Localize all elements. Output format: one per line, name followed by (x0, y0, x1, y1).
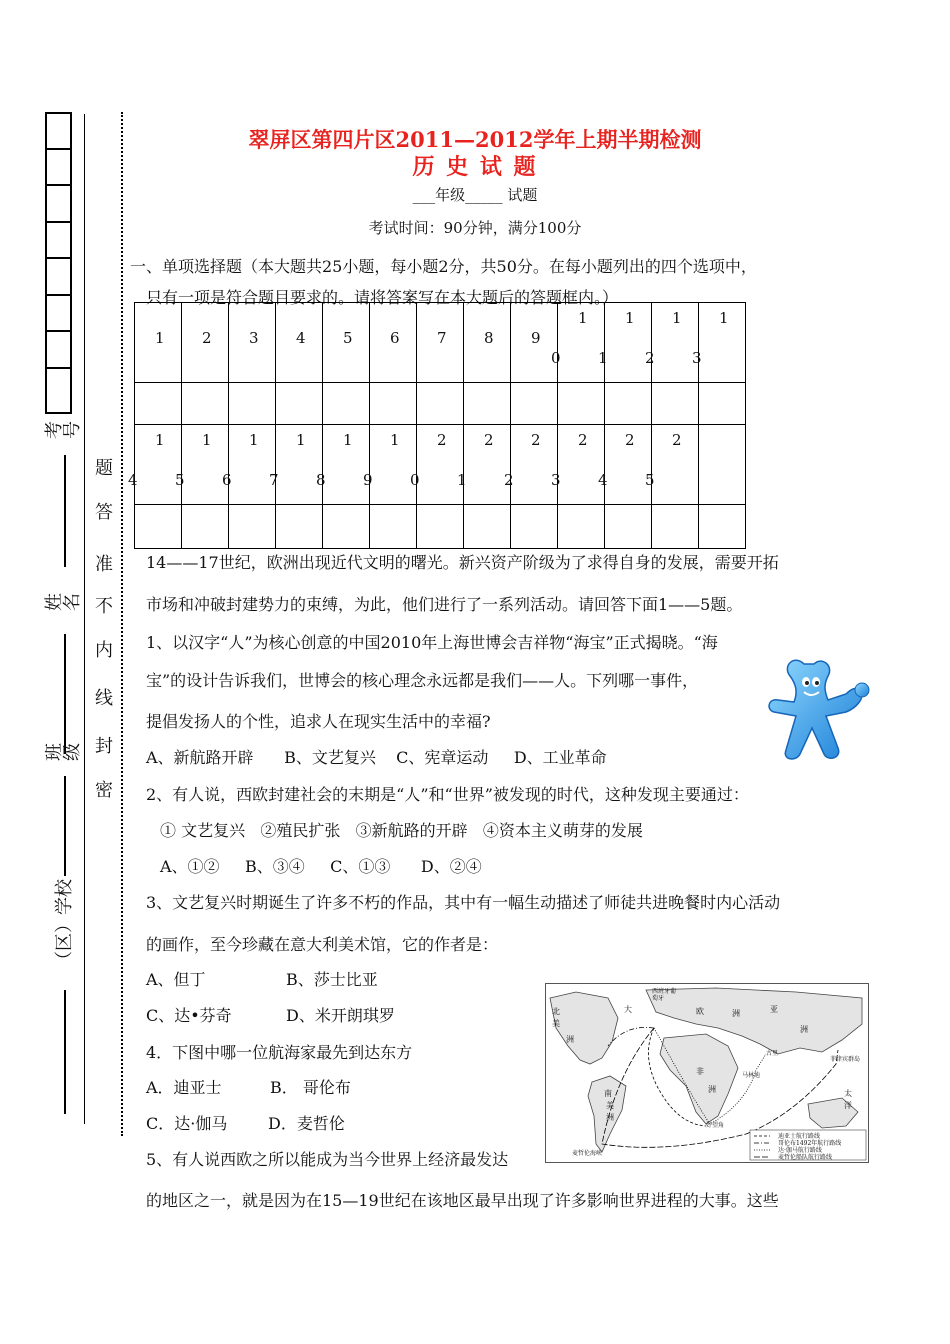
answer-cell[interactable] (417, 383, 464, 425)
question-1: 宝”的设计告诉我们，世博会的核心理念永远都是我们——人。下列哪一事件， (146, 671, 699, 690)
seal-char: 题 (95, 458, 113, 479)
q-num-cell: 3 (229, 303, 276, 383)
exam-subtitle: 历 史 试 题 (412, 154, 538, 180)
question-4-option-c[interactable]: C．达·伽马 (146, 1114, 228, 1133)
answer-cell[interactable] (323, 505, 370, 549)
answer-cell[interactable] (182, 383, 229, 425)
q-num-cell: 8 (464, 303, 511, 383)
question-3-option-b[interactable]: B、莎士比亚 (286, 970, 378, 989)
q-num-cell: 2 1 (464, 425, 511, 505)
answer-cell[interactable] (464, 383, 511, 425)
exam-title: 翠屏区第四片区2011—2012学年上期半期检测 (248, 127, 702, 152)
xuexiao-line[interactable] (64, 990, 66, 1114)
q-num-cell (699, 425, 746, 505)
question-4-option-a[interactable]: A．迪亚士 (146, 1078, 222, 1097)
answer-cell[interactable] (276, 383, 323, 425)
haibao-mascot-image (764, 654, 876, 764)
answer-cell[interactable] (135, 383, 182, 425)
question-1-options[interactable]: A、新航路开辟 B、文艺复兴 C、宪章运动 D、工业革命 (146, 748, 607, 767)
question-5: 5、有人说西欧之所以能成为当今世界上经济最发达 (146, 1150, 509, 1169)
answer-cell[interactable] (323, 383, 370, 425)
map-label: 洲 (800, 1025, 808, 1034)
question-5: 的地区之一，就是因为在15—19世纪在该地区最早出现了许多影响世界进程的大事。这些 (146, 1191, 779, 1210)
seal-char: 不 (95, 596, 113, 617)
map-label: 美 (552, 1019, 560, 1028)
passage: 市场和冲破封建势力的束缚，为此，他们进行了一系列活动。请回答下面1——5题。 (146, 595, 743, 614)
voyage-map (545, 983, 869, 1163)
q-num-cell: 2 2 (511, 425, 558, 505)
passage: 14——17世纪，欧洲出现近代文明的曙光。新兴资产阶级为了求得自身的发展，需要开拓 (146, 553, 779, 572)
q-num-cell: 9 (511, 303, 558, 383)
map-label: 太 (844, 1089, 852, 1098)
answer-cell[interactable] (464, 505, 511, 549)
question-2-items: ① 文艺复兴 ②殖民扩张 ③新航路的开辟 ④资本主义萌芽的发展 (160, 821, 643, 840)
q-num-cell: 1 1 (605, 303, 652, 383)
map-label: 非 (696, 1067, 704, 1076)
seal-char: 准 (95, 554, 113, 575)
seal-char: 封 (95, 736, 113, 757)
map-label: 南 (604, 1089, 612, 1098)
map-legend-item: 达·伽马航行路线 (778, 1147, 822, 1154)
answer-cell[interactable] (511, 383, 558, 425)
q-num-cell: 1 9 (370, 425, 417, 505)
question-3: 的画作，至今珍藏在意大利美术馆，它的作者是： (146, 935, 499, 954)
answer-cell[interactable] (182, 505, 229, 549)
map-label: 亚 (770, 1005, 778, 1014)
q-num-cell: 1 2 (652, 303, 699, 383)
table-row (135, 505, 746, 549)
answer-cell[interactable] (605, 383, 652, 425)
map-label: 菲律宾群岛 (830, 1056, 861, 1063)
section1-intro-2: 只有一项是符合题目要求的。请将答案写在本大题后的答题框内。） (146, 288, 619, 307)
answer-cell[interactable] (605, 505, 652, 549)
q-num-cell: 5 (323, 303, 370, 383)
question-4-option-b[interactable]: B． 哥伦布 (270, 1078, 351, 1097)
answer-cell[interactable] (652, 383, 699, 425)
answer-cell[interactable] (652, 505, 699, 549)
seal-dotted-line (121, 112, 123, 1136)
question-1: 1、以汉字“人”为核心创意的中国2010年上海世博会吉祥物“海宝”正式揭晓。“海 (146, 633, 718, 652)
sidebar-solid-line (84, 114, 85, 1124)
question-3-option-c[interactable]: C、达•芬奇 (146, 1006, 232, 1025)
q-num-cell: 1 3 (699, 303, 746, 383)
answer-cell[interactable] (511, 505, 558, 549)
xingming-label: 姓名 (44, 593, 83, 611)
q-num-cell: 1 8 (323, 425, 370, 505)
map-label: 洋 (844, 1101, 852, 1110)
map-label: 古里 (766, 1050, 779, 1057)
map-label: 好望角 (706, 1122, 725, 1129)
question-4: 4．下图中哪一位航海家最先到达东方 (146, 1043, 413, 1062)
xingming-line[interactable] (64, 634, 66, 754)
answer-cell[interactable] (699, 505, 746, 549)
q-num-cell: 1 5 (182, 425, 229, 505)
q-num-cell: 2 0 (417, 425, 464, 505)
answer-cell[interactable] (558, 505, 605, 549)
question-2-options[interactable]: A、①② B、③④ C、①③ D、②④ (160, 857, 482, 876)
map-legend-item: 哥伦布1492年航行路线 (778, 1140, 842, 1147)
q-num-cell: 2 5 (652, 425, 699, 505)
exam-time: 考试时间：90分钟，满分100分 (368, 219, 582, 237)
grade-line[interactable]: ___年级_____ 试题 (412, 186, 538, 204)
map-legend-item: 麦哲伦船队航行路线 (778, 1154, 833, 1161)
answer-cell[interactable] (370, 383, 417, 425)
q-num-cell: 2 (182, 303, 229, 383)
answer-cell[interactable] (699, 383, 746, 425)
map-label: 洲 (708, 1085, 716, 1094)
question-3-option-a[interactable]: A、但丁 (146, 970, 206, 989)
q-num-cell: 2 3 (558, 425, 605, 505)
table-row (135, 383, 746, 425)
map-label: 北 (552, 1007, 560, 1016)
map-label: 西班牙葡萄牙 (652, 988, 677, 1002)
map-label: 欧 (696, 1007, 704, 1016)
map-label: 洲 (566, 1035, 574, 1044)
map-label: 美 (606, 1101, 614, 1110)
q-num-cell: 1 7 (276, 425, 323, 505)
seal-char: 答 (95, 502, 113, 523)
map-label: 马林迪 (742, 1072, 761, 1079)
table-row (135, 425, 746, 505)
seal-char: 密 (95, 780, 113, 801)
answer-cell[interactable] (558, 383, 605, 425)
table-row (135, 303, 746, 383)
question-2: 2、有人说，西欧封建社会的末期是“人”和“世界”被发现的时代，这种发现主要通过： (146, 785, 749, 804)
q-num-cell: 6 (370, 303, 417, 383)
q-num-cell: 4 (276, 303, 323, 383)
map-label: 麦哲伦海峡 (572, 1150, 603, 1157)
q-num-cell: 1 4 (135, 425, 182, 505)
question-3-option-d[interactable]: D、米开朗琪罗 (286, 1006, 395, 1025)
answer-cell[interactable] (417, 505, 464, 549)
q-num-cell: 1 6 (229, 425, 276, 505)
seal-char: 内 (95, 640, 113, 661)
question-1: 提倡发扬人的个性，追求人在现实生活中的幸福? (146, 712, 491, 731)
banji-label: 班级 (44, 743, 83, 761)
map-label: 大 (624, 1005, 632, 1014)
answer-cell[interactable] (229, 505, 276, 549)
section1-intro: 一、单项选择题（本大题共25小题，每小题2分，共50分。在每小题列出的四个选项中， (130, 257, 757, 276)
answer-cell[interactable] (370, 505, 417, 549)
banji-line[interactable] (64, 776, 66, 876)
seal-char: 线 (95, 688, 113, 709)
answer-table (128, 302, 746, 549)
question-4-option-d[interactable]: D．麦哲伦 (268, 1114, 345, 1133)
answer-cell[interactable] (135, 505, 182, 549)
question-3: 3、文艺复兴时期诞生了许多不朽的作品，其中有一幅生动描述了师徒共进晚餐时内心活动 (146, 893, 781, 912)
q-num-cell: 2 4 (605, 425, 652, 505)
map-label: 洲 (606, 1113, 614, 1122)
answer-cell[interactable] (276, 505, 323, 549)
kaohao-line[interactable] (64, 455, 66, 567)
kaohao-label: 考号 (44, 421, 83, 439)
map-label: 洲 (732, 1009, 740, 1018)
q-num-cell: 1 0 (558, 303, 605, 383)
xuexiao-label: （区）学校 (54, 879, 75, 969)
answer-cell[interactable] (229, 383, 276, 425)
map-legend-item: 迪亚士航行路线 (778, 1133, 821, 1140)
q-num-cell: 1 (135, 303, 182, 383)
q-num-cell: 7 (417, 303, 464, 383)
